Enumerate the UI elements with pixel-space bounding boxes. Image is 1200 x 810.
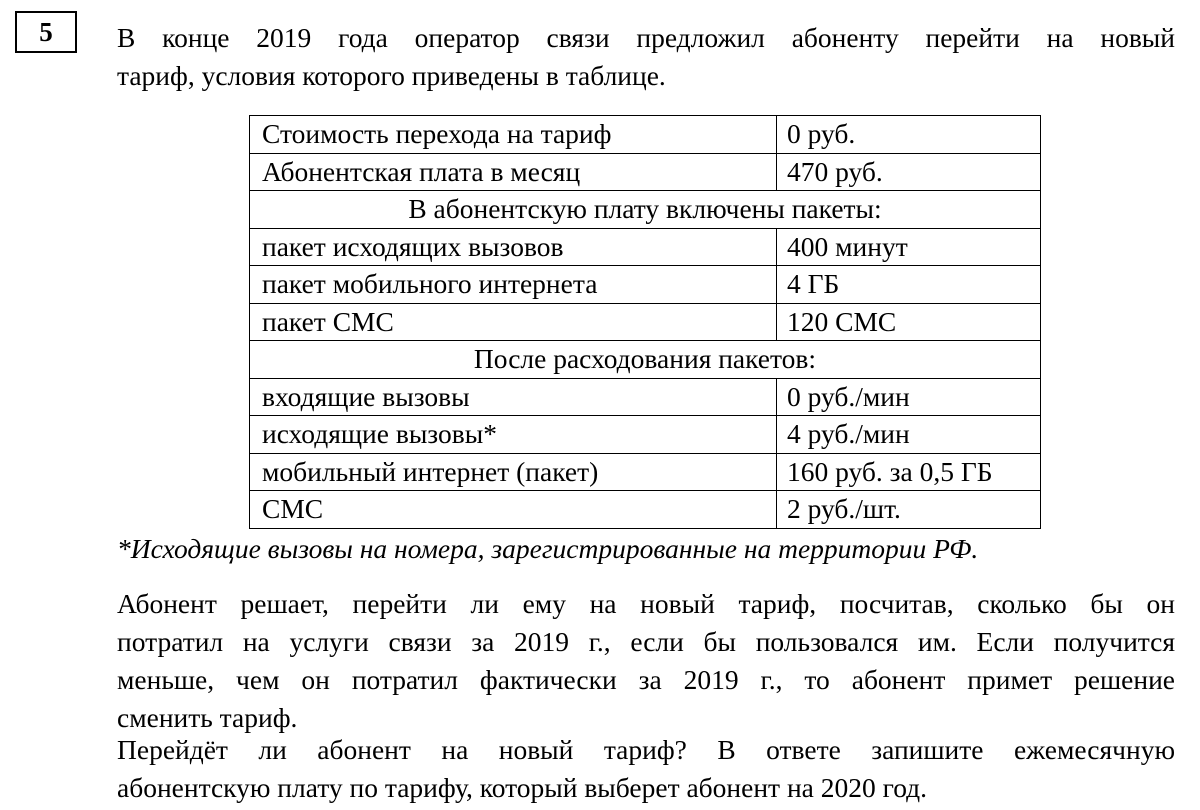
row-value: 0 руб./мин (777, 378, 1041, 416)
row-value: 470 руб. (777, 153, 1041, 191)
table-row (250, 416, 1041, 454)
table-row (250, 116, 1041, 154)
row-label: Стоимость перехода на тариф (250, 116, 777, 154)
row-label: Абонентская плата в месяц (250, 153, 777, 191)
question-paragraph (117, 731, 1175, 807)
task-number-box (15, 11, 77, 53)
row-label: пакет исходящих вызовов (250, 228, 777, 266)
row-value: 4 ГБ (777, 266, 1041, 304)
row-value: 2 руб./шт. (777, 491, 1041, 529)
tariff-table (249, 115, 1041, 529)
table-row (250, 228, 1041, 266)
row-label: мобильный интернет (пакет) (250, 453, 777, 491)
table-row (250, 491, 1041, 529)
section-after-heading: После расходования пакетов: (250, 341, 1041, 379)
decision-paragraph (117, 585, 1175, 737)
decision-line-1: Абонент решает, перейти ли ему на новый тариф, посчитав, сколько бы он (117, 588, 1175, 619)
row-value: 400 минут (777, 228, 1041, 266)
row-label: пакет СМС (250, 303, 777, 341)
row-value: 160 руб. за 0,5 ГБ (777, 453, 1041, 491)
section-included-heading: В абонентскую плату включены пакеты: (250, 191, 1041, 229)
table-row (250, 266, 1041, 304)
row-label: СМС (250, 491, 777, 529)
row-value: 4 руб./мин (777, 416, 1041, 454)
table-row (250, 153, 1041, 191)
question-line-2: абонентскую плату по тарифу, который выберет абонент на 2020 год. (117, 772, 928, 803)
intro-line-1: В конце 2019 года оператор связи предложил абоненту перейти на новый (117, 22, 1175, 53)
table-row (250, 378, 1041, 416)
task-number: 5 (39, 17, 53, 47)
table-section-row (250, 191, 1041, 229)
decision-line-3: меньше, чем он потратил фактически за 2019 г., то абонент примет решение (117, 664, 1175, 695)
question-line-1: Перейдёт ли абонент на новый тариф? В ответе запишите ежемесячную (117, 734, 1175, 765)
table-section-row (250, 341, 1041, 379)
footnote: *Исходящие вызовы на номера, зарегистрированные на территории РФ. (117, 533, 979, 564)
row-label: исходящие вызовы* (250, 416, 777, 454)
decision-line-4: сменить тариф. (117, 702, 298, 733)
row-label: пакет мобильного интернета (250, 266, 777, 304)
table-row (250, 303, 1041, 341)
row-value: 0 руб. (777, 116, 1041, 154)
row-value: 120 СМС (777, 303, 1041, 341)
table-row (250, 453, 1041, 491)
row-label: входящие вызовы (250, 378, 777, 416)
intro-paragraph (117, 19, 1175, 95)
intro-line-2: тариф, условия которого приведены в таблице. (117, 60, 666, 91)
decision-line-2: потратил на услуги связи за 2019 г., если бы пользовался им. Если получится (117, 626, 1175, 657)
